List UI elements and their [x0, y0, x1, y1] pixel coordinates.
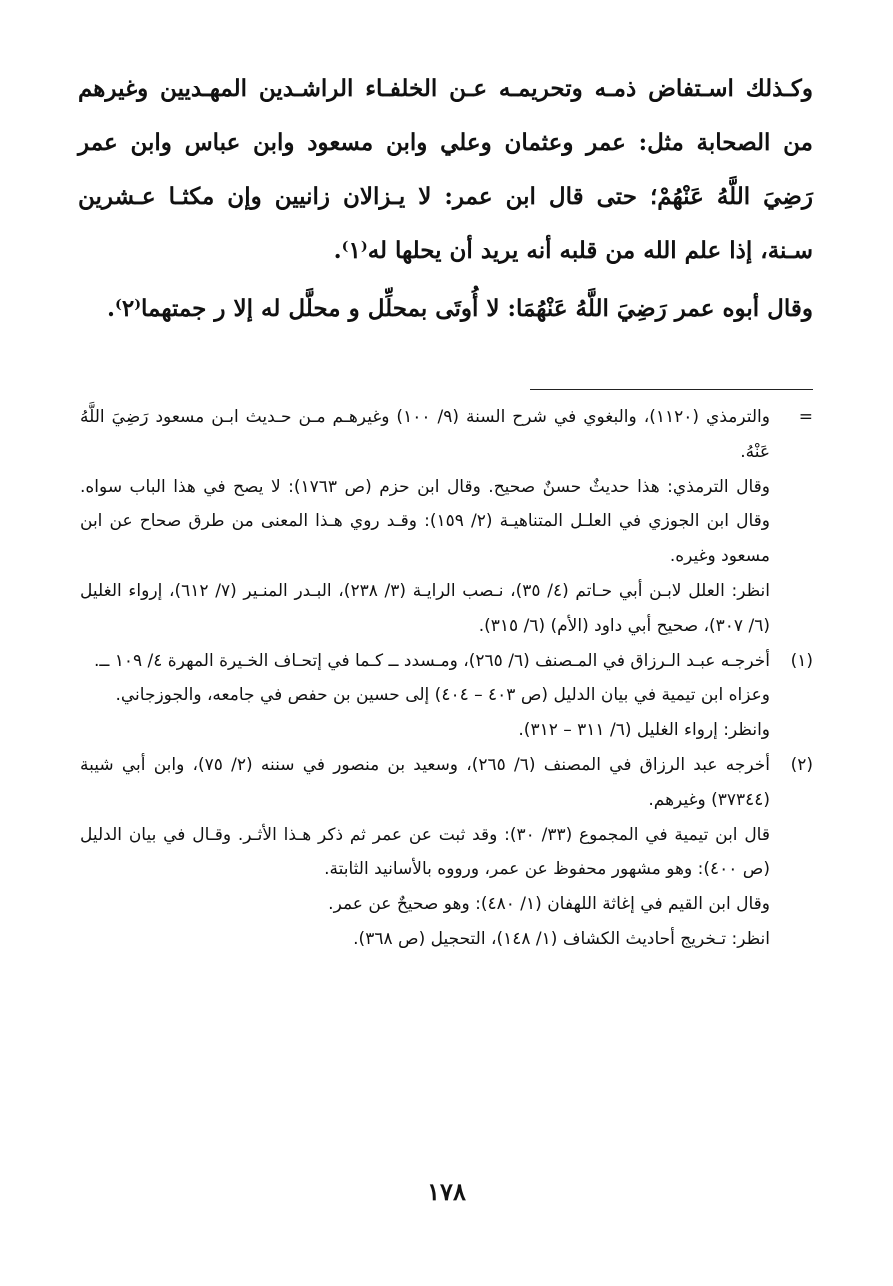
- footnotes: [80, 400, 813, 957]
- footnote-marker: (٢): [790, 754, 813, 775]
- page-number: ١٧٨: [427, 1177, 466, 1206]
- footnote-marker: =: [798, 407, 813, 427]
- footnote-paragraph: أخرجه عبد الرزاق في المصنف (٦/ ٢٦٥)، وسعيد بن منصور في سننه (٢/ ٧٥)، وابن أبي شيبة (٣٧٣٤٤) وغيرهم.: [80, 754, 770, 810]
- footnote-paragraph: والترمذي (١١٢٠)، والبغوي في شرح السنة (٩/ ١٠٠) وغيرهـم مـن حـديث ابـن مسعود رَضِيَ اللَّهُ عَنْهُ.: [80, 407, 770, 462]
- main-paragraph-2: وقال أبوه عمر رَضِيَ اللَّهُ عَنْهُمَا: لا أُوتَى بمحلِّل و محلَّل له إلا ر جمتهما⁽٢⁾.: [106, 295, 813, 322]
- footnote-paragraph: قال ابن تيمية في المجموع (٣٣/ ٣٠): وقد ثبت عن عمر ثم ذكر هـذا الأثـر. وقـال في بيان الدليل (ص ٤٠٠): وهو مشهور محفوظ عن عمر، ورووه بالأسانيد الثابتة.: [80, 824, 770, 880]
- footnote-paragraph: وعزاه ابن تيمية في بيان الدليل (ص ٤٠٣ – ٤٠٤) إلى حسين بن حفص في جامعه، والجوزجاني.: [115, 685, 770, 706]
- footnote-marker: (١): [790, 650, 813, 671]
- footnote-paragraph: وقال الترمذي: هذا حديثٌ حسنٌ صحيح. وقال ابن حزم (ص ١٧٦٣): لا يصح في هذا الباب سواه. وقال ابن الجوزي في العلـل المتناهيـة (٢/ ١٥٩): وقـد روي هـذا المعنى من طرق صحاح عن ابن مسعود وغيره.: [80, 476, 770, 567]
- footnote-2: [80, 748, 813, 957]
- main-paragraph-1: وكـذلك اسـتفاض ذمـه وتحريمـه عـن الخلفـاء الراشـدين المهـديين وغيرهم من الصحابة مثل: عمر وعثمان وعلي وابن مسعود وابن عباس وابن عمر رَضِيَ اللَّهُ عَنْهُمْ؛ حتى قال ابن عمر: لا يـزالان زانيين وإن مكثـا عـشرين سـنة، إذا علم الله من قلبه أنه يريد أن يحلها له⁽١⁾.: [78, 75, 813, 264]
- footnote-1: [80, 644, 813, 748]
- footnote-paragraph: أخرجـه عبـد الـرزاق في المـصنف (٦/ ٢٦٥)، ومـسدد ــ كـما في إتحـاف الخـيرة المهرة ٤/ ١٠٩ ــ.: [93, 650, 770, 671]
- footnote-continued: [80, 400, 813, 644]
- footnote-paragraph: انظر: العلل لابـن أبي حـاتم (٤/ ٣٥)، نـصب الرايـة (٣/ ٢٣٨)، البـدر المنـير (٧/ ٦١٢)، إرواء الغليل (٦/ ٣٠٧)، صحيح أبي داود (الأم) (٦/ ٣١٥).: [80, 580, 771, 636]
- footnote-divider: [530, 389, 813, 390]
- footnote-paragraph: وقال ابن القيم في إغاثة اللهفان (١/ ٤٨٠): وهو صحيحٌ عن عمر.: [328, 894, 770, 915]
- main-text: [78, 62, 813, 336]
- footnote-paragraph: وانظر: إرواء الغليل (٦/ ٣١١ – ٣١٢).: [518, 720, 770, 741]
- footnote-paragraph: انظر: تـخريج أحاديث الكشاف (١/ ١٤٨)، التحجيل (ص ٣٦٨).: [353, 928, 770, 949]
